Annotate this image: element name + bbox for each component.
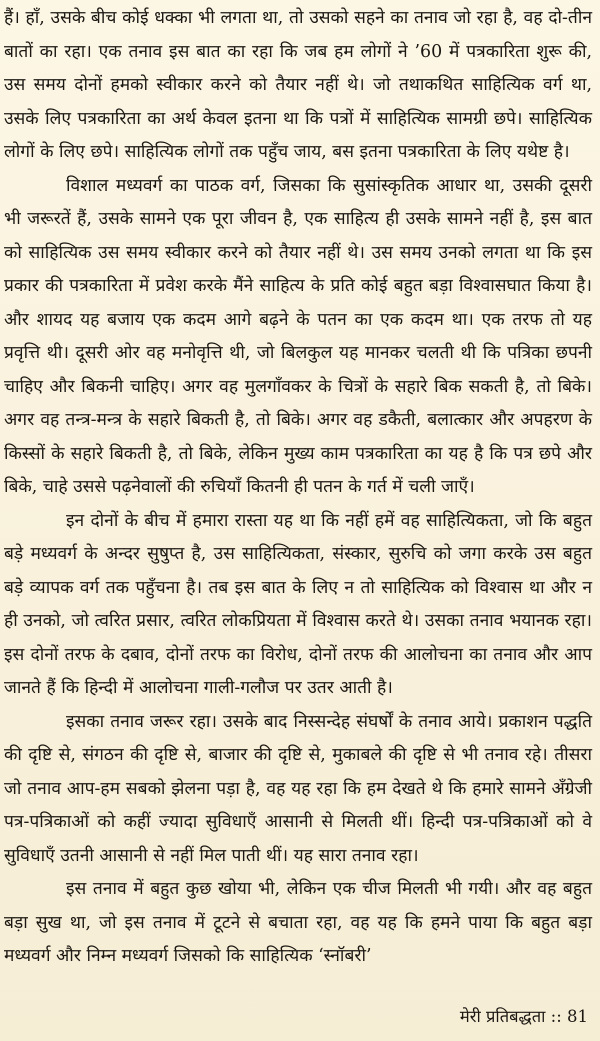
page-footer [0, 1002, 600, 1032]
paragraph-1: हैं। हाँ, उसके बीच कोई धक्का भी लगता था, तो उसको सहने का तनाव जो रहा है, वह दो-तीन बातों का रहा। एक तनाव इस बात का रहा कि जब हम लोगों ने ’60 में पत्रकारिता शुरू की, उस समय दोनों हमको स्वीकार करने को तैयार नहीं थे। जो तथाकथित साहित्यिक वर्ग था, उसके लिए पत्रकारिता का अर्थ केवल इतना था कि पत्रों में साहित्यिक सामग्री छपे। साहित्यिक लोगों के लिए छपे। साहित्यिक लोगों तक पहुँच जाय, बस इतना पत्रकारिता के लिए यथेष्ट है। [4, 8, 592, 162]
running-title: मेरी प्रतिबद्धता :: 81 [459, 1007, 588, 1026]
body-text [4, 2, 592, 974]
paragraph-5: इस तनाव में बहुत कुछ खोया भी, लेकिन एक चीज मिलती भी गयी। और वह बहुत बड़ा सुख था, जो इस तनाव में टूटने से बचाता रहा, वह यह कि हमने पाया कि बहुत बड़ा मध्यवर्ग और निम्न मध्यवर्ग जिसको कि साहित्यिक ‘स्नॉबरी’ [4, 879, 592, 966]
paragraph-2: विशाल मध्यवर्ग का पाठक वर्ग, जिसका कि सुसांस्कृतिक आधार था, उसकी दूसरी भी जरूरतें हैं, उसके सामने एक पूरा जीवन है, एक साहित्य ही उसके सामने नहीं है, इस बात को साहित्यिक उस समय स्वीकार करने को तैयार नहीं थे। उस समय उनको लगता था कि इस प्रकार की पत्रकारिता में प्रवेश करके मैंने साहित्य के प्रति कोई बहुत बड़ा विश्वासघात किया है। और शायद यह बजाय एक कदम आगे बढ़ने के पतन का एक कदम था। एक तरफ तो यह प्रवृत्ति थी। दूसरी ओर वह मनोवृत्ति थी, जो बिलकुल यह मानकर चलती थी कि पत्रिका छपनी चाहिए और बिकनी चाहिए। अगर वह मुलगाँवकर के चित्रों के सहारे बिक सकती है, तो बिके। अगर वह तन्त्र-मन्त्र के सहारे बिकती है, तो बिके। अगर वह डकैती, बलात्कार और अपहरण के किस्सों के सहारे बिकती है, तो बिके, लेकिन मुख्य काम पत्रकारिता का यह है कि पत्र छपे और बिके, चाहे उससे पढ़नेवालों की रुचियाँ कितनी ही पतन के गर्त में चली जाएँ। [4, 175, 592, 497]
paragraph-3: इन दोनों के बीच में हमारा रास्ता यह था कि नहीं हमें वह साहित्यिकता, जो कि बहुत बड़े मध्यवर्ग के अन्दर सुषुप्त है, उस साहित्यिकता, संस्कार, सुरुचि को जगा करके उस बहुत बड़े व्यापक वर्ग तक पहुँचना है। तब इस बात के लिए न तो साहित्यिक को विश्वास था और न ही उनको, जो त्वरित प्रसार, त्वरित लोकप्रियता में विश्वास करते थे। उसका तनाव भयानक रहा। इस दोनों तरफ के दबाव, दोनों तरफ का विरोध, दोनों तरफ की आलोचना का तनाव और आप जानते हैं कि हिन्दी में आलोचना गाली-गलौज पर उतर आती है। [4, 510, 592, 698]
paragraph-4: इसका तनाव जरूर रहा। उसके बाद निस्सन्देह संघर्षों के तनाव आये। प्रकाशन पद्धति की दृष्टि से, संगठन की दृष्टि से, बाजार की दृष्टि से, मुकाबले की दृष्टि से भी तनाव रहे। तीसरा जो तनाव आप-हम सबको झेलना पड़ा है, वह यह रहा कि हम देखते थे कि हमारे सामने अँग्रेजी पत्र-पत्रिकाओं को कहीं ज्यादा सुविधाएँ आसानी से मिलती थीं। हिन्दी पत्र-पत्रिकाओं को वे सुविधाएँ उतनी आसानी से नहीं मिल पाती थीं। यह सारा तनाव रहा। [4, 711, 592, 866]
